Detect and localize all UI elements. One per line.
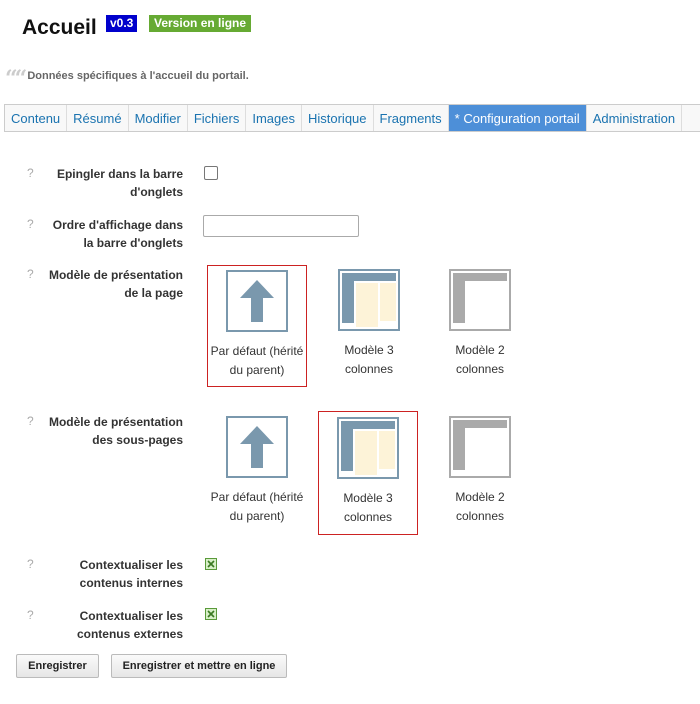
two-column-layout-icon [449, 269, 511, 331]
layout-caption [431, 488, 529, 526]
help-icon[interactable]: ? [27, 217, 34, 231]
save-and-publish-button[interactable]: Enregistrer et mettre en ligne [111, 654, 287, 678]
page-layout-label-line2: de la page [124, 286, 183, 300]
help-icon[interactable]: ? [27, 414, 34, 428]
layout-caption-line2: colonnes [455, 362, 505, 376]
subpage-layout-three-columns[interactable] [319, 412, 417, 534]
tab-contenu[interactable]: Contenu [5, 105, 67, 131]
help-icon[interactable]: ? [27, 608, 34, 622]
layout-caption-line1: Par défaut (hérité [210, 344, 304, 358]
subpage-layout-label-line2: des sous-pages [92, 433, 183, 447]
layout-caption-line1: Modèle 2 [455, 343, 505, 357]
ctx-external-label-line1: Contextualiser les [79, 609, 183, 623]
page-title: Accueil [22, 16, 97, 39]
tab-configuration-portail[interactable]: * Configuration portail [449, 105, 587, 131]
tab-administration[interactable]: Administration [587, 105, 682, 131]
help-icon[interactable]: ? [27, 267, 34, 281]
page-layout-label-line1: Modèle de présentation [48, 268, 183, 282]
layout-caption-line1: Modèle 2 [455, 490, 505, 504]
check-mark-icon [207, 610, 215, 618]
tab-fichiers[interactable]: Fichiers [188, 105, 247, 131]
pin-checkbox[interactable] [204, 166, 218, 180]
subpage-layout-default[interactable] [208, 413, 306, 526]
help-icon[interactable]: ? [27, 557, 34, 571]
layout-caption [208, 342, 306, 380]
help-icon[interactable]: ? [27, 166, 34, 180]
layout-caption [319, 489, 417, 527]
three-column-layout-icon [338, 269, 400, 331]
two-column-layout-icon [449, 416, 511, 478]
ctx-internal-label [80, 556, 183, 592]
tab-resume[interactable]: Résumé [67, 105, 128, 131]
arrow-up-icon [226, 416, 288, 478]
subpage-layout-two-columns[interactable] [431, 413, 529, 526]
subpage-layout-label-line1: Modèle de présentation [48, 415, 183, 429]
tab-images[interactable]: Images [246, 105, 302, 131]
tab-modifier[interactable]: Modifier [129, 105, 188, 131]
pin-label [57, 165, 183, 201]
layout-caption-line2: colonnes [344, 362, 394, 376]
layout-caption-line2: du parent) [229, 363, 285, 377]
description-text: Données spécifiques à l'accueil du portail. [27, 70, 249, 82]
version-badge: v0.3 [106, 15, 137, 32]
arrow-up-icon [226, 270, 288, 332]
ctx-internal-checkbox[interactable] [205, 558, 217, 570]
pin-label-line1: Epingler dans la barre [56, 167, 183, 181]
quote-icon: ““ [5, 66, 25, 92]
layout-caption-line2: du parent) [229, 509, 285, 523]
order-label-line1: Ordre d'affichage dans [52, 218, 183, 232]
subpage-layout-label [49, 413, 183, 449]
layout-caption-line1: Modèle 3 [344, 343, 394, 357]
order-input[interactable] [203, 215, 359, 237]
tab-bar [4, 104, 700, 132]
layout-caption-line1: Par défaut (hérité [210, 490, 304, 504]
page-layout-two-columns[interactable] [431, 266, 529, 379]
page-description [5, 66, 249, 92]
page-layout-label [49, 266, 183, 302]
save-button[interactable]: Enregistrer [16, 654, 99, 678]
status-badge: Version en ligne [149, 15, 251, 32]
three-column-layout-icon [337, 417, 399, 479]
layout-caption-line2: colonnes [343, 510, 393, 524]
layout-caption [208, 488, 306, 526]
ctx-external-checkbox[interactable] [205, 608, 217, 620]
order-label [53, 216, 183, 252]
check-mark-icon [207, 560, 215, 568]
tab-fragments[interactable]: Fragments [374, 105, 449, 131]
layout-caption [320, 341, 418, 379]
pin-label-line2: d'onglets [130, 185, 183, 199]
ctx-external-label [77, 607, 183, 643]
tab-historique[interactable]: Historique [302, 105, 374, 131]
ctx-external-label-line2: contenus externes [76, 627, 183, 641]
page-layout-default[interactable] [208, 266, 306, 386]
layout-caption-line1: Modèle 3 [343, 491, 393, 505]
ctx-internal-label-line1: Contextualiser les [79, 558, 183, 572]
order-label-line2: la barre d'onglets [83, 236, 183, 250]
layout-caption-line2: colonnes [455, 509, 505, 523]
ctx-internal-label-line2: contenus internes [79, 576, 183, 590]
page-layout-three-columns[interactable] [320, 266, 418, 379]
layout-caption [431, 341, 529, 379]
